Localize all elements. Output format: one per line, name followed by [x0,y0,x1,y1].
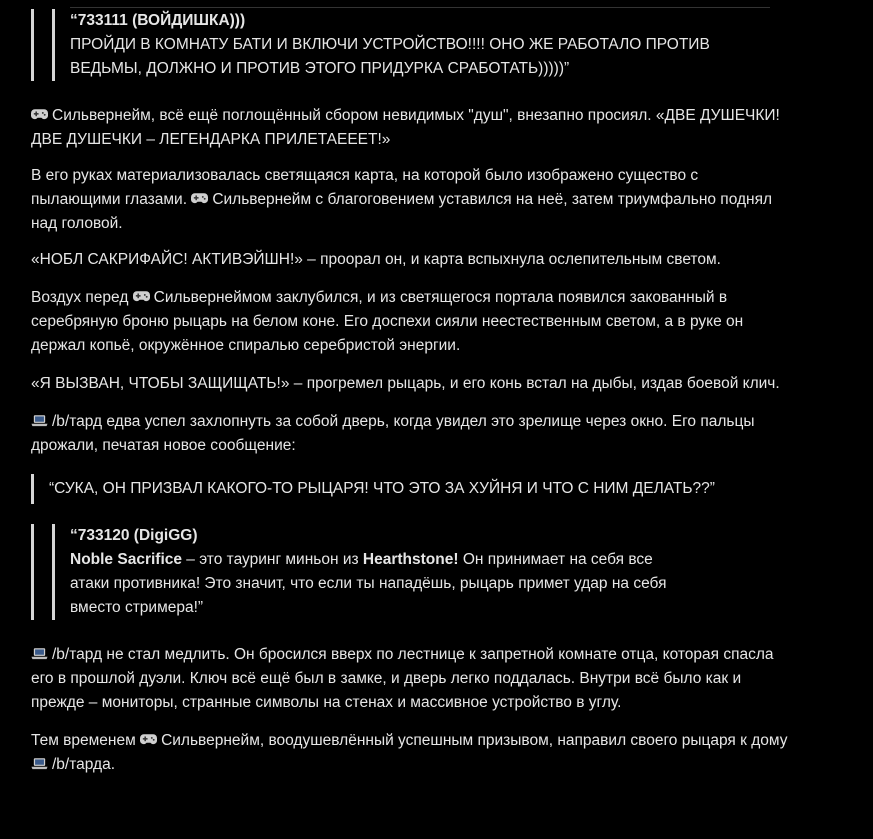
character-name: /b/тард [52,646,103,663]
quote-line: атаки противника! Это значит, что если ты нападёшь, рыцарь примет удар на себя [70,575,667,592]
quote-author: “733111 (ВОЙДИШКА))) [70,12,246,29]
gamepad-icon [140,733,157,746]
game-name: Hearthstone! [362,551,459,568]
quote-bar-inner [52,524,55,620]
paragraph-text: едва успел захлопнуть за собой дверь, когда увидел это зрелище через окно. Его пальцы дрожали, печатая новое сообщение: [31,413,755,454]
character-name: Сильвернейм [52,107,151,124]
paragraph-text: с благоговением уставился на неё, затем триумфально поднял над головой. [31,191,773,232]
quote-author: “733120 (DigiGG) [70,527,198,544]
paragraph [31,164,791,236]
character-name: /b/тард [52,413,103,430]
paragraph-text: Тем временем [31,732,141,749]
character-name: /b/тарда [52,756,111,773]
quote-line: ВЕДЬМЫ, ДОЛЖНО И ПРОТИВ ЭТОГО ПРИДУРКА СРАБОТАТЬ)))))” [70,60,570,77]
paragraph-text: «НОБЛ САКРИФАЙС! АКТИВЭЙШН!» – проорал он, и карта вспыхнула ослепительным светом. [31,251,721,268]
paragraph [31,372,791,396]
laptop-icon [31,757,48,770]
paragraph-text: не стал медлить. Он бросился вверх по лестнице к запретной комнате отца, которая спасла его в прошлой дуэли. Ключ всё ещё был в замке, и дверь легко поддалась. Внутри всё было как и прежде – мониторы, странные символы на стенах и массивное устройство в углу. [31,646,774,711]
character-name: Сильвернейм [161,732,260,749]
quote-line: вместо стримера!” [70,599,204,616]
laptop-icon [31,647,48,660]
quote-bar-outer [31,9,34,81]
quote-line: ПРОЙДИ В КОМНАТУ БАТИ И ВКЛЮЧИ УСТРОЙСТВО!!!! ОНО ЖЕ РАБОТАЛО ПРОТИВ [70,36,710,53]
gamepad-icon [31,108,48,121]
quote-text [49,524,791,620]
laptop-icon [31,414,48,427]
gamepad-icon [191,192,208,205]
quote-bar-outer [31,524,34,620]
paragraph [31,248,791,272]
quote-fragment: – это тауринг миньон из [182,551,363,568]
paragraph [31,286,791,358]
character-name: Сильвернейм [212,191,312,208]
paragraph [31,643,791,715]
paragraph-text: Воздух перед [31,289,133,306]
quote-bar-inner [52,9,55,81]
paragraph-text: В его руках материализовалась светящаяся карта, на которой было изображено существо с пылающими глазами. [31,167,699,208]
gamepad-icon [133,290,150,303]
paragraph-text: . [110,756,116,773]
quote-bar [31,474,34,504]
character-name: Сильвернеймом [153,289,272,306]
quote-block [31,474,791,504]
paragraph-text: , всё ещё поглощённый сбором невидимых "душ", внезапно просиял. «ДВЕ ДУШЕЧКИ! ДВЕ ДУШЕЧКИ – ЛЕГЕНДАРКА ПРИЛЕТАЕЕЕТ!» [31,107,780,148]
nested-quote [31,9,791,81]
paragraph [31,410,791,458]
story-content [31,0,791,777]
quote-text [49,9,791,81]
paragraph-text: , воодушевлённый успешным призывом, направил своего рыцаря к дому [259,732,788,749]
quote-line [70,548,791,572]
card-name: Noble Sacrifice [70,551,182,568]
quote-text: “СУКА, ОН ПРИЗВАЛ КАКОГО-ТО РЫЦАРЯ! ЧТО ЭТО ЗА ХУЙНЯ И ЧТО С НИМ ДЕЛАТЬ??” [49,480,715,497]
paragraph [31,729,791,777]
paragraph-text: «Я ВЫЗВАН, ЧТОБЫ ЗАЩИЩАТЬ!» – прогремел рыцарь, и его конь встал на дыбы, издав боевой клич. [31,375,780,392]
paragraph [31,104,791,152]
nested-quote [31,524,791,620]
paragraph-text: заклубился, и из светящегося портала появился закованный в серебряную броню рыцарь на белом коне. Его доспехи сияли неестественным светом, а в руке он держал копьё, окружённое спиралью серебристой энергии. [31,289,744,354]
quote-fragment: Он принимает на себя все [458,551,653,568]
